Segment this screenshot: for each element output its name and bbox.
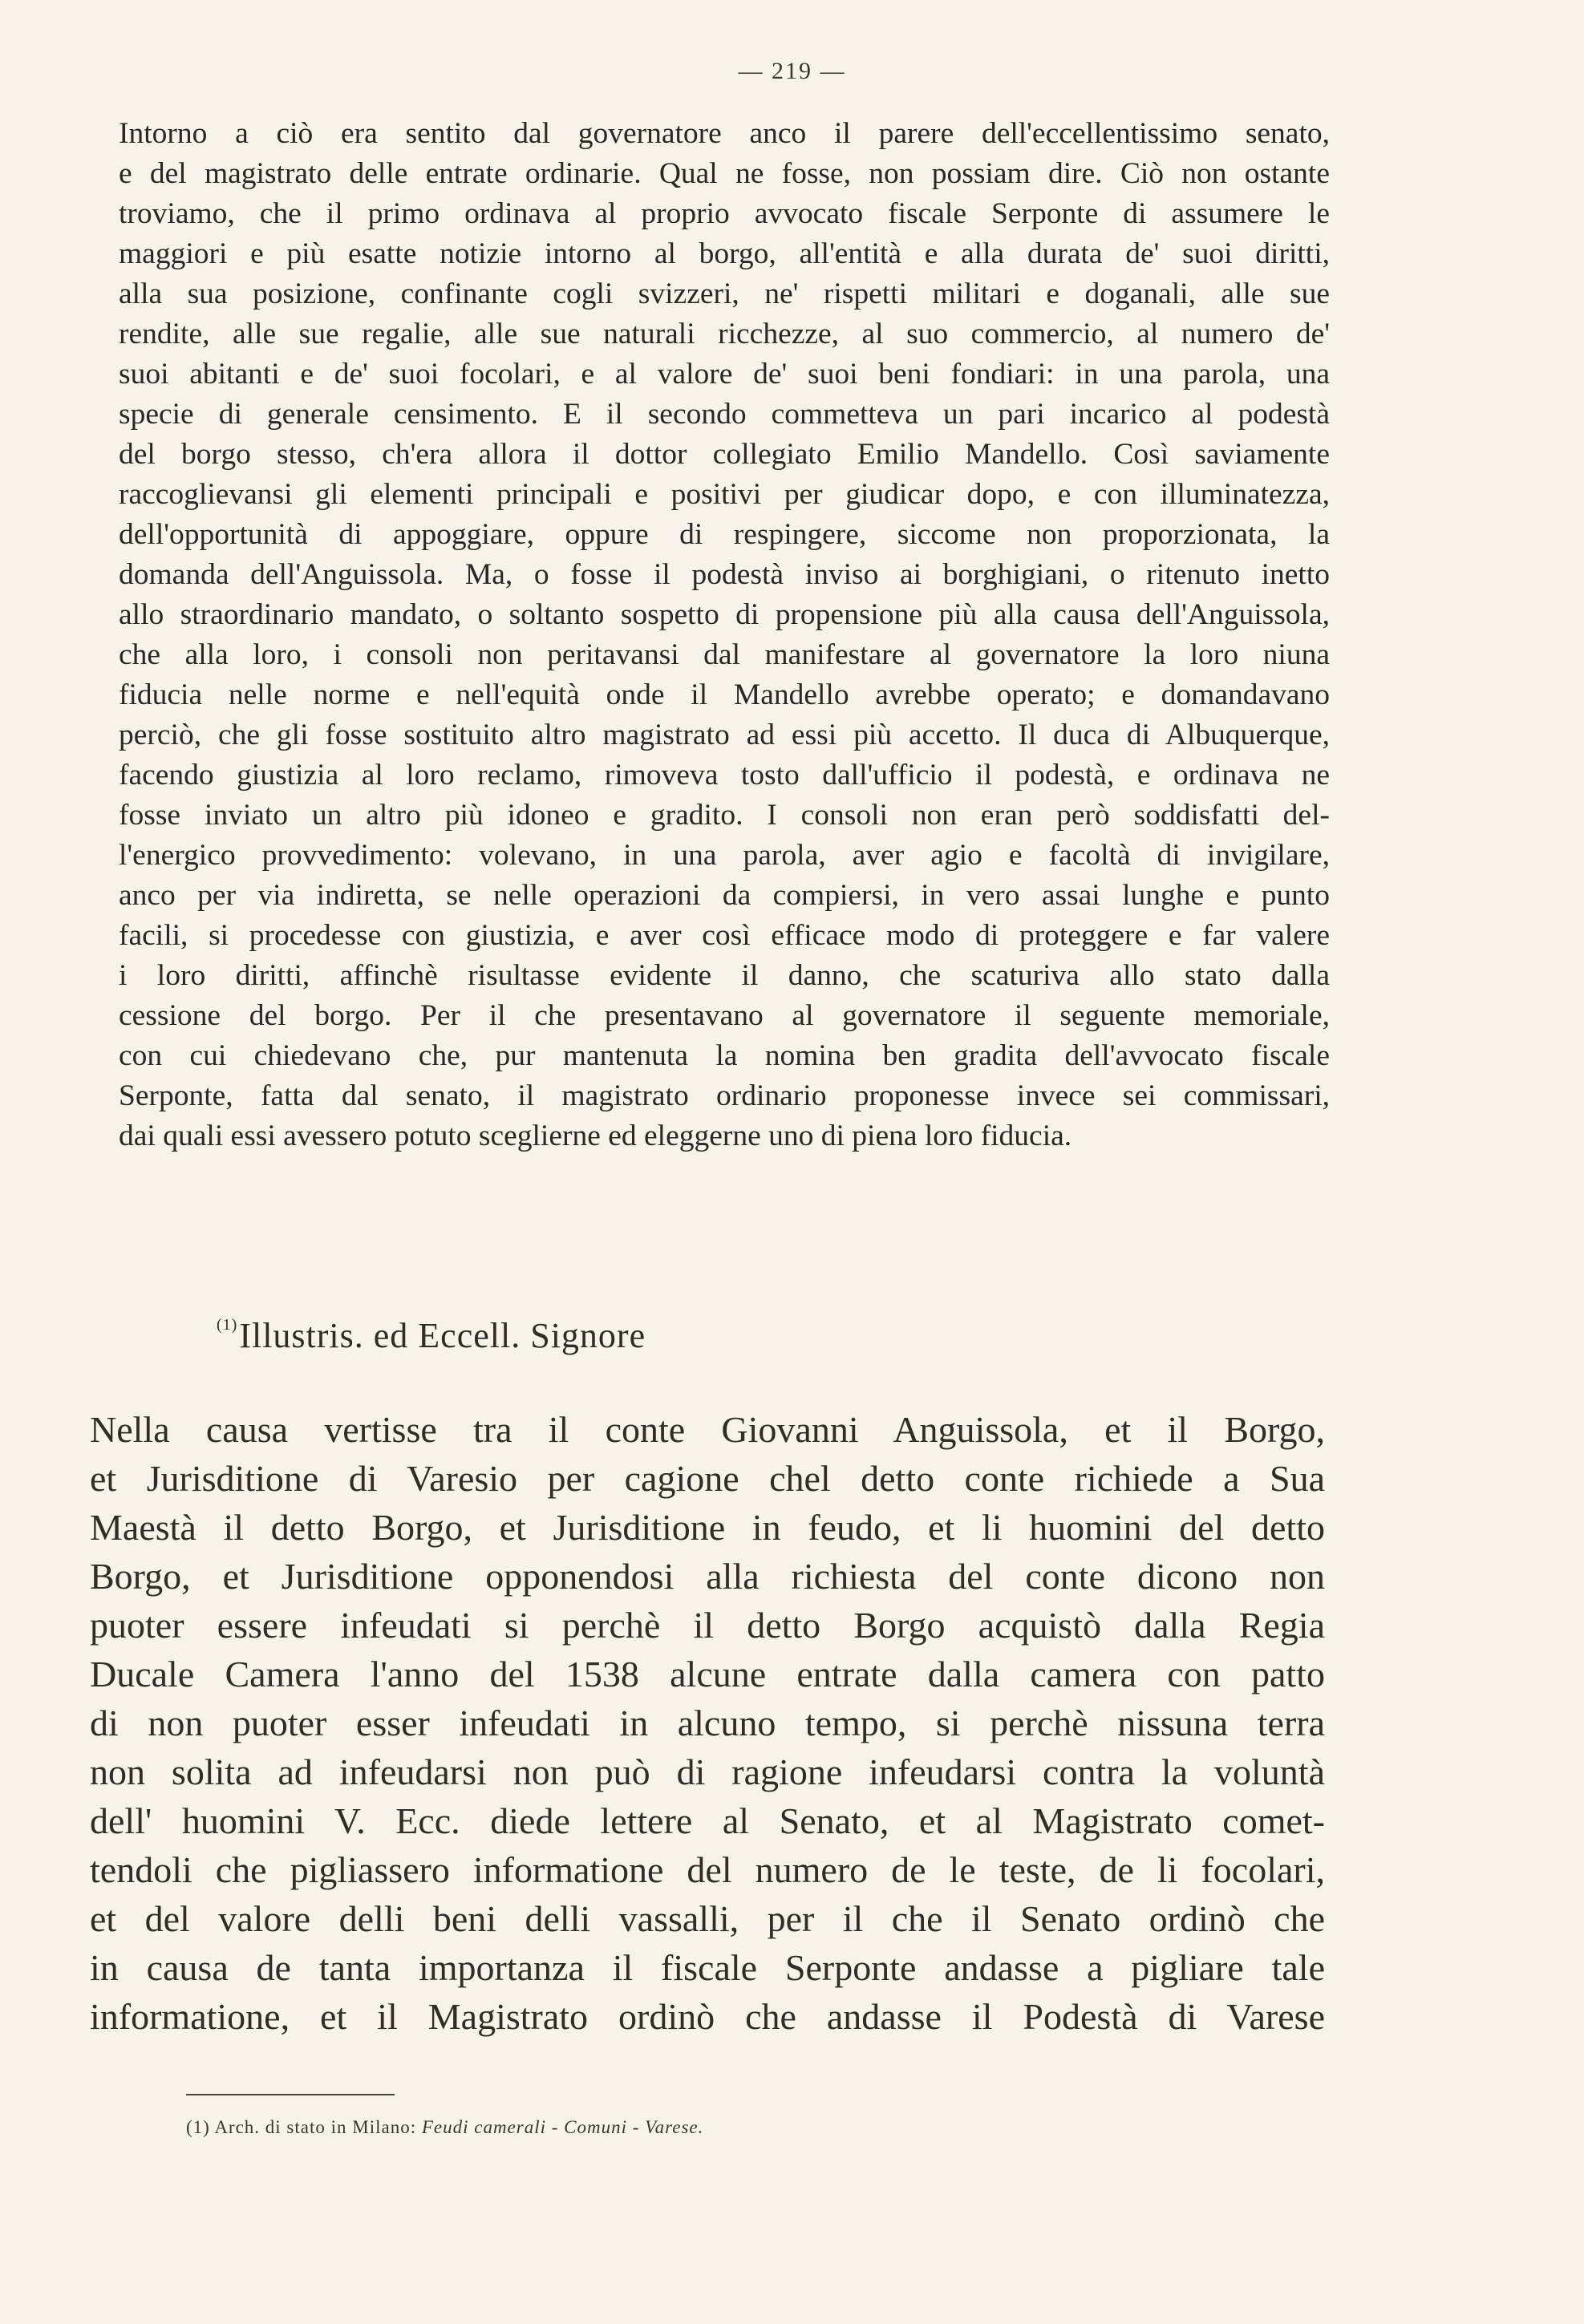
text-line: suoi abitanti e de' suoi focolari, e al valore de' suoi beni fondiari: in una parola, una (119, 358, 1330, 391)
text-line: del borgo stesso, ch'era allora il dottor collegiato Emilio Mandello. Così saviamente (119, 438, 1330, 471)
text-line: dell'opportunità di appoggiare, oppure di respingere, siccome non proporzionata, la (119, 518, 1330, 551)
memorial-heading (217, 1315, 646, 1356)
footnote-number: (1) (186, 2117, 210, 2137)
text-line: dai quali essi avessero potuto sceglierne ed eleggerne uno di piena loro fiducia. (119, 1119, 1072, 1152)
memorial-heading-text: Illustris. ed Eccell. Signore (239, 1316, 646, 1355)
text-line: domanda dell'Anguissola. Ma, o fosse il podestà inviso ai borghigiani, o ritenuto inetto (119, 558, 1330, 591)
text-line: raccoglievansi gli elementi principali e positivi per giudicar dopo, e con illuminatezza, (119, 478, 1330, 511)
text-line: cessione del borgo. Per il che presentavano al governatore il seguente memoriale, (119, 999, 1330, 1032)
text-line: alla sua posizione, confinante cogli svizzeri, ne' rispetti militari e doganali, alle sue (119, 277, 1330, 310)
memorial-text (90, 1405, 1325, 2041)
text-line: che alla loro, i consoli non peritavansi dal manifestare al governatore la loro niuna (119, 638, 1330, 671)
page-number: — 219 — (738, 58, 846, 84)
text-line: Serponte, fatta dal senato, il magistrato ordinario proponesse invece sei commissari, (119, 1079, 1330, 1112)
text-line: con cui chiedevano che, pur mantenuta la nomina ben gradita dell'avvocato fiscale (119, 1039, 1330, 1072)
footnote-reference[interactable]: (1) (217, 1316, 238, 1334)
text-line: l'energico provvedimento: volevano, in una parola, aver agio e facoltà di invigilare, (119, 839, 1330, 872)
footnote-text: Arch. di stato in Milano: (214, 2117, 417, 2137)
memorial-line: dell' huomini V. Ecc. diede lettere al Senato, et al Magistrato comet- (90, 1800, 1325, 1841)
text-line: anco per via indiretta, se nelle operazioni da compiersi, in vero assai lunghe e punto (119, 879, 1330, 912)
text-line: troviamo, che il primo ordinava al proprio avvocato fiscale Serponte di assumere le (119, 197, 1330, 230)
footnote (186, 2117, 703, 2138)
memorial-line: non solita ad infeudarsi non può di ragione infeudarsi contra la voluntà (90, 1751, 1325, 1792)
text-line: Intorno a ciò era sentito dal governatore anco il parere dell'eccellentissimo senato, (119, 117, 1330, 150)
text-line: maggiori e più esatte notizie intorno al borgo, all'entità e alla durata de' suoi diritti, (119, 237, 1330, 270)
text-line: rendite, alle sue regalie, alle sue naturali ricchezze, al suo commercio, al numero de' (119, 318, 1330, 350)
footnote-divider (186, 2094, 395, 2095)
memorial-line: puoter essere infeudati si perchè il detto Borgo acquistò dalla Regia (90, 1605, 1325, 1646)
body-paragraph (119, 114, 1330, 1156)
memorial-line: tendoli che pigliassero informatione del numero de le teste, de li focolari, (90, 1849, 1325, 1890)
text-line: allo straordinario mandato, o soltanto sospetto di propensione più alla causa dell'Anguissola, (119, 598, 1330, 631)
memorial-line: Ducale Camera l'anno del 1538 alcune entrate dalla camera con patto (90, 1654, 1325, 1694)
memorial-line: et del valore delli beni delli vassalli, per il che il Senato ordinò che (90, 1898, 1325, 1939)
memorial-line: in causa de tanta importanza il fiscale Serponte andasse a pigliare tale (90, 1947, 1325, 1988)
text-line: e del magistrato delle entrate ordinarie. Qual ne fosse, non possiam dire. Ciò non ostante (119, 157, 1330, 190)
memorial-line: et Jurisditione di Varesio per cagione chel detto conte richiede a Sua (90, 1458, 1325, 1499)
memorial-line: Borgo, et Jurisditione opponendosi alla richiesta del conte dicono non (90, 1556, 1325, 1597)
text-line: facili, si procedesse con giustizia, e aver così efficace modo di proteggere e far valere (119, 919, 1330, 952)
memorial-line: Nella causa vertisse tra il conte Giovanni Anguissola, et il Borgo, (90, 1409, 1325, 1450)
text-line: perciò, che gli fosse sostituito altro magistrato ad essi più accetto. Il duca di Albuquerque, (119, 719, 1330, 751)
text-line: fiducia nelle norme e nell'equità onde il Mandello avrebbe operato; e domandavano (119, 678, 1330, 711)
footnote-source: Feudi camerali - Comuni - Varese. (421, 2117, 704, 2137)
memorial-line: di non puoter esser infeudati in alcuno tempo, si perchè nissuna terra (90, 1703, 1325, 1743)
memorial-line: Maestà il detto Borgo, et Jurisditione in feudo, et li huomini del detto (90, 1507, 1325, 1548)
text-line: fosse inviato un altro più idoneo e gradito. I consoli non eran però soddisfatti del- (119, 799, 1330, 832)
text-line: specie di generale censimento. E il secondo commetteva un pari incarico al podestà (119, 398, 1330, 431)
text-line: facendo giustizia al loro reclamo, rimoveva tosto dall'ufficio il podestà, e ordinava ne (119, 759, 1330, 792)
text-line: i loro diritti, affinchè risultasse evidente il danno, che scaturiva allo stato dalla (119, 959, 1330, 992)
memorial-line: informatione, et il Magistrato ordinò che andasse il Podestà di Varese (90, 1996, 1325, 2037)
